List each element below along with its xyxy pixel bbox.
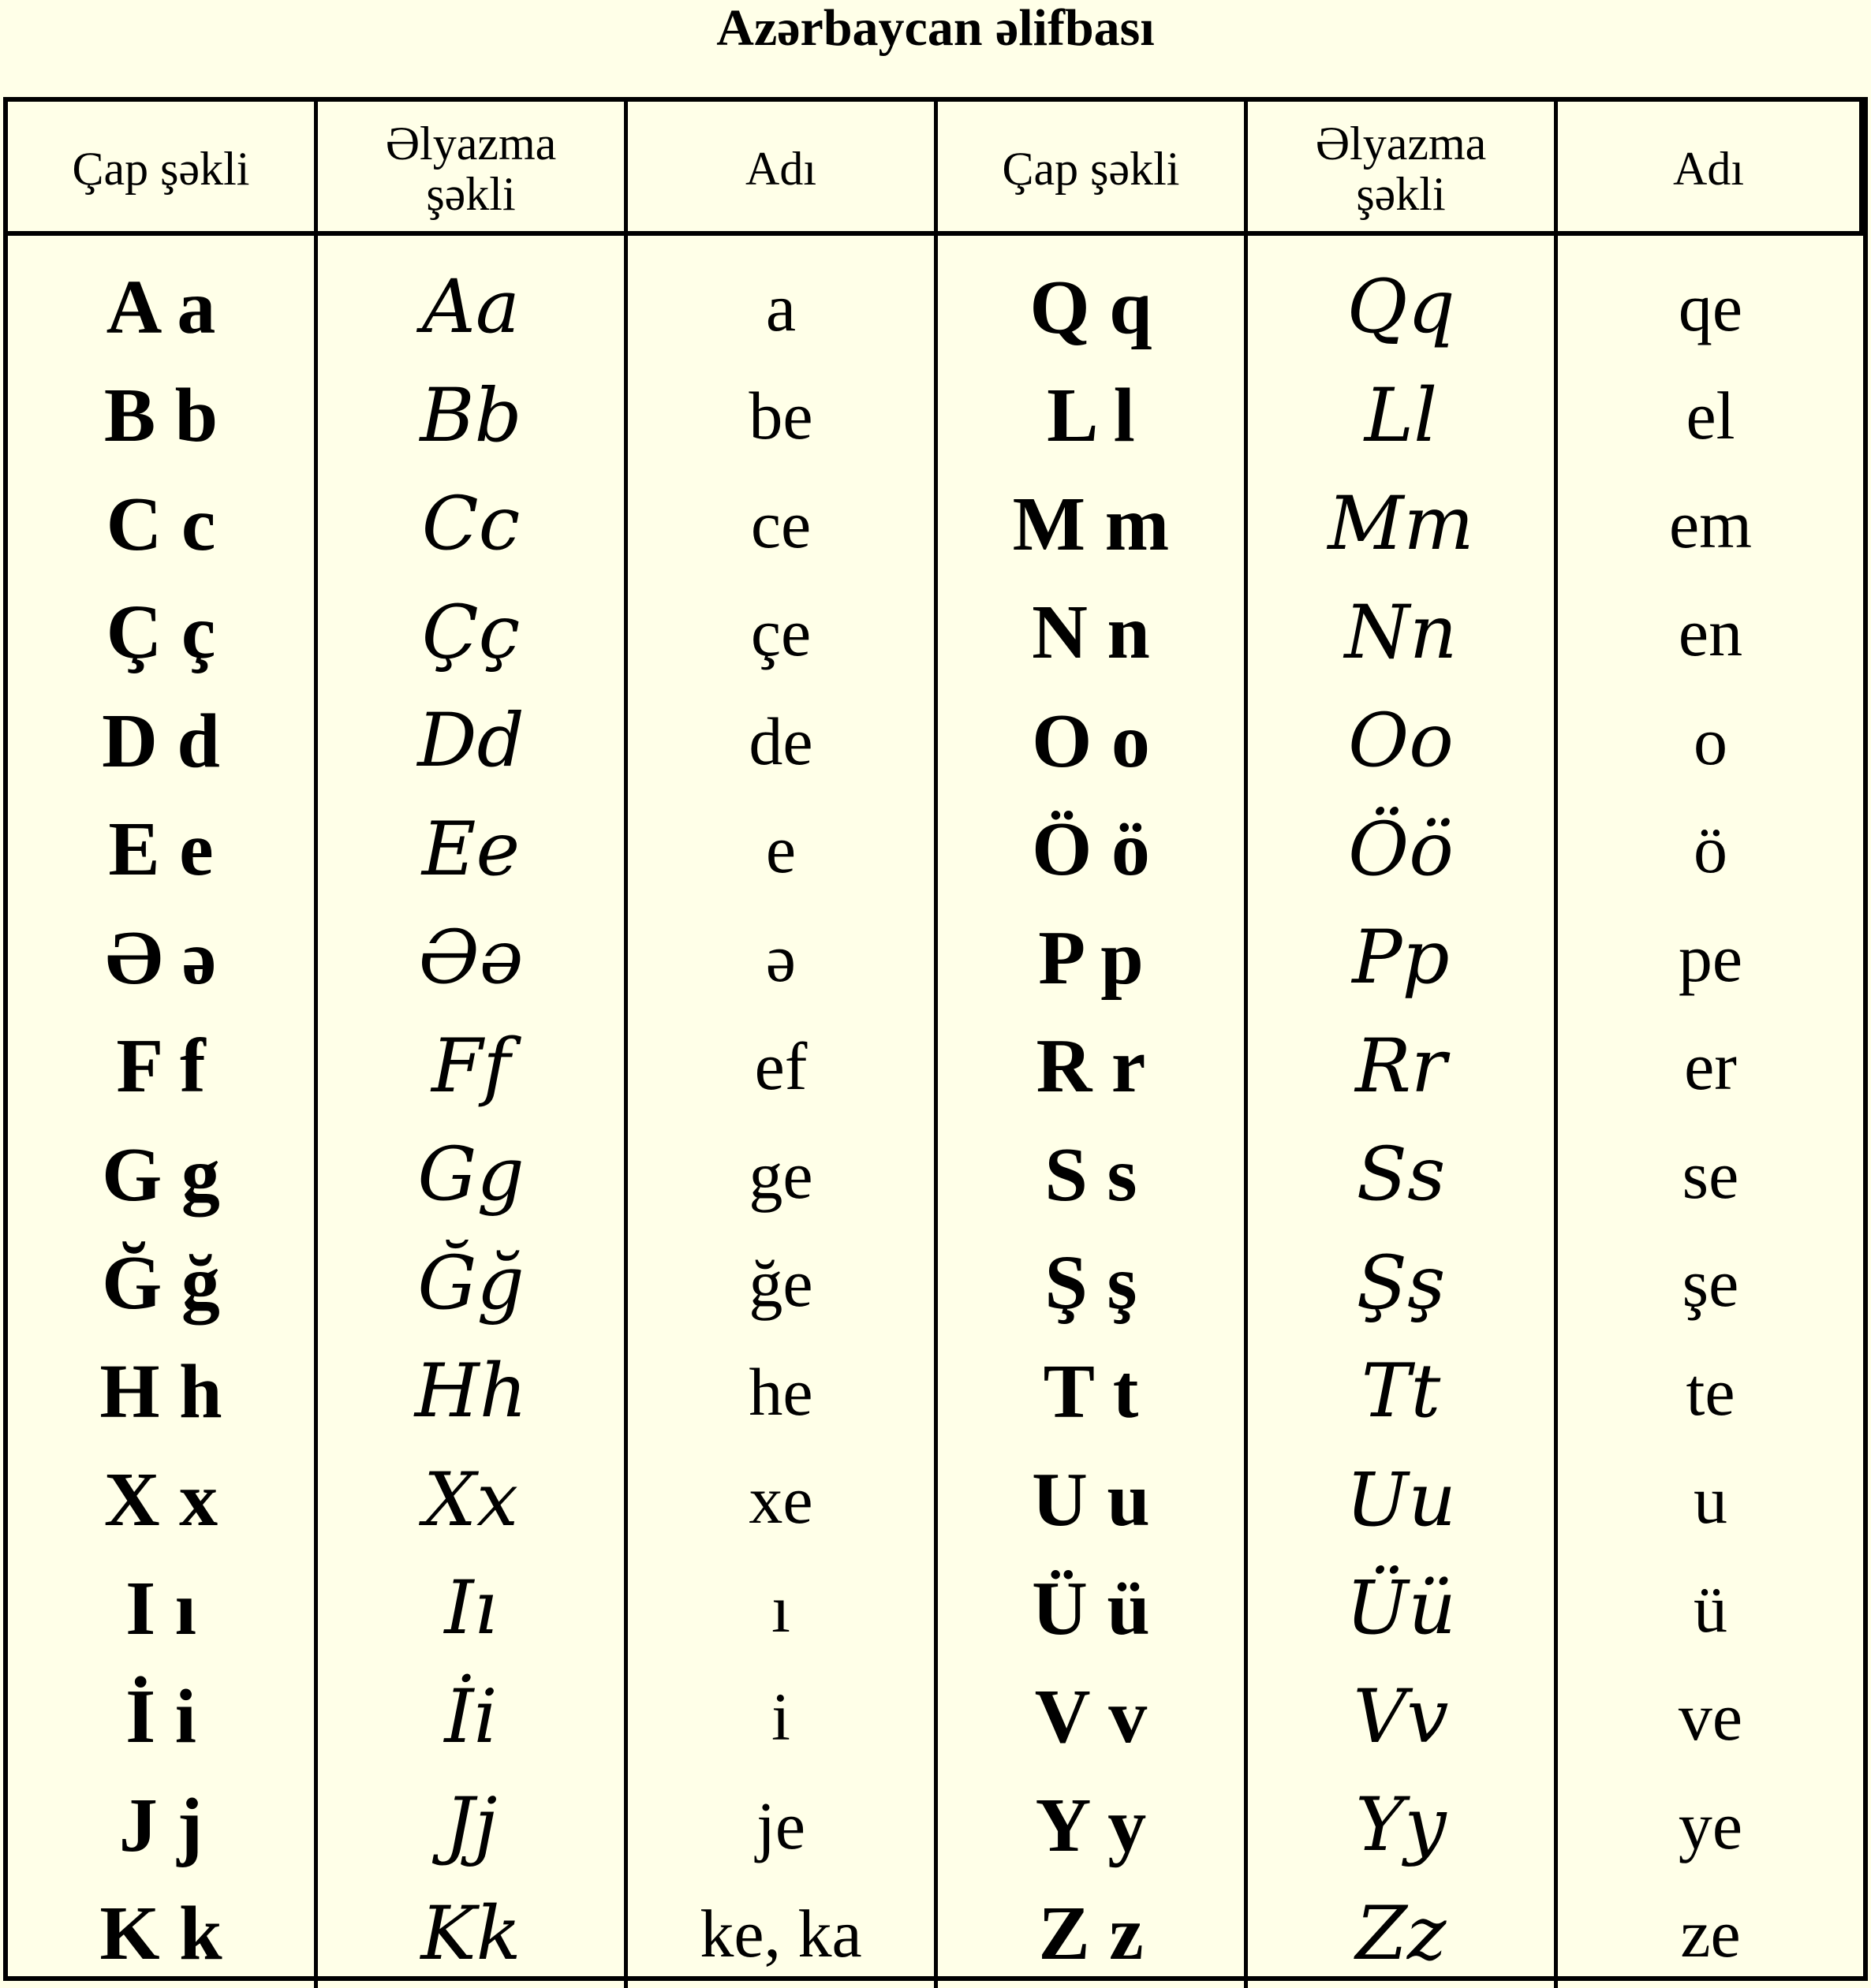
letter-name-cell: ge [628,1121,934,1229]
letter-name-cell: ı [628,1554,934,1663]
letter-name-cell: em [1558,470,1863,579]
letter-print-cell: L l [938,362,1244,471]
column-left-handwritten [318,236,628,1988]
header-hand-right [1248,102,1558,236]
letter-print-cell: G g [8,1121,314,1229]
letter-hand-cell: Xx [318,1446,624,1555]
letter-print-cell: H h [8,1337,314,1446]
letter-hand-cell: Aa [318,253,624,362]
letter-print-cell: X x [8,1446,314,1555]
header-hand-left-line1: Əlyazma [386,118,557,169]
letter-hand-cell: Ee [318,796,624,904]
header-name-right [1558,102,1863,236]
letter-hand-cell: Tt [1248,1337,1554,1446]
letter-name-cell: je [628,1771,934,1880]
letter-print-cell: N n [938,579,1244,688]
letter-hand-cell: Dd [318,687,624,796]
letter-print-cell: Ç ç [8,579,314,688]
letter-hand-cell: Şş [1248,1229,1554,1338]
column-right-handwritten [1248,236,1558,1988]
letter-print-cell: V v [938,1663,1244,1772]
letter-print-cell: Ə ə [8,904,314,1013]
letter-hand-cell: Ğğ [318,1229,624,1338]
column-left-name [628,236,938,1988]
letter-print-cell: A a [8,253,314,362]
letter-hand-cell: Ll [1248,362,1554,471]
letter-hand-cell: Öö [1248,796,1554,904]
letter-hand-cell: Qq [1248,253,1554,362]
letter-hand-cell: Pp [1248,904,1554,1013]
letter-print-cell: Ş ş [938,1229,1244,1338]
letter-name-cell: çe [628,579,934,688]
header-print-right-label: Çap şəkli [1003,144,1180,194]
letter-hand-cell: Rr [1248,1013,1554,1121]
letter-hand-cell: Cc [318,470,624,579]
letter-print-cell: E e [8,796,314,904]
header-hand-left-line2: şəkli [386,169,557,219]
letter-hand-cell: Hh [318,1337,624,1446]
letter-hand-cell: Kk [318,1880,624,1988]
letter-print-cell: İ i [8,1663,314,1772]
letter-print-cell: B b [8,362,314,471]
header-name-right-label: Adı [1673,144,1744,194]
column-right-print [938,236,1248,1988]
letter-hand-cell: Oo [1248,687,1554,796]
letter-print-cell: Ö ö [938,796,1244,904]
letter-name-cell: en [1558,579,1863,688]
header-hand-left [318,102,628,236]
letter-hand-cell: Gg [318,1121,624,1229]
letter-name-cell: ə [628,904,934,1013]
letter-hand-cell: Ss [1248,1121,1554,1229]
letter-name-cell: el [1558,362,1863,471]
header-print-right [938,102,1248,236]
letter-name-cell: ü [1558,1554,1863,1663]
letter-name-cell: xe [628,1446,934,1555]
letter-hand-cell: İi [318,1663,624,1772]
letter-print-cell: C c [8,470,314,579]
letter-name-cell: qe [1558,253,1863,362]
letter-hand-cell: Mm [1248,470,1554,579]
letter-hand-cell: Üü [1248,1554,1554,1663]
letter-hand-cell: Nn [1248,579,1554,688]
letter-name-cell: ö [1558,796,1863,904]
letter-name-cell: u [1558,1446,1863,1555]
letter-print-cell: I ı [8,1554,314,1663]
letter-name-cell: e [628,796,934,904]
letter-name-cell: o [1558,687,1863,796]
letter-name-cell: se [1558,1121,1863,1229]
header-hand-right-line1: Əlyazma [1316,118,1487,169]
letter-name-cell: ze [1558,1880,1863,1988]
letter-name-cell: ke, ka [628,1880,934,1988]
letter-name-cell: pe [1558,904,1863,1013]
letter-name-cell: er [1558,1013,1863,1121]
letter-name-cell: ce [628,470,934,579]
letter-hand-cell: Iı [318,1554,624,1663]
letter-name-cell: ef [628,1013,934,1121]
letter-print-cell: T t [938,1337,1244,1446]
letter-name-cell: he [628,1337,934,1446]
header-name-left-label: Adı [745,144,816,194]
letter-print-cell: Q q [938,253,1244,362]
letter-print-cell: M m [938,470,1244,579]
letter-name-cell: i [628,1663,934,1772]
letter-print-cell: F f [8,1013,314,1121]
letter-hand-cell: Çç [318,579,624,688]
header-print-left [8,102,318,236]
letter-name-cell: de [628,687,934,796]
letter-print-cell: U u [938,1446,1244,1555]
letter-hand-cell: Vv [1248,1663,1554,1772]
header-print-left-label: Çap şəkli [73,144,250,194]
letter-print-cell: R r [938,1013,1244,1121]
letter-hand-cell: Ff [318,1013,624,1121]
letter-name-cell: te [1558,1337,1863,1446]
letter-print-cell: S s [938,1121,1244,1229]
letter-print-cell: Z z [938,1880,1244,1988]
letter-name-cell: a [628,253,934,362]
letter-print-cell: Ğ ğ [8,1229,314,1338]
letter-hand-cell: Jj [318,1771,624,1880]
page-title: Azərbaycan əlifbası [0,0,1871,87]
letter-hand-cell: Zz [1248,1880,1554,1988]
column-left-print [8,236,318,1988]
letter-print-cell: Y y [938,1771,1244,1880]
letter-print-cell: Ü ü [938,1554,1244,1663]
letter-name-cell: ğe [628,1229,934,1338]
header-hand-right-line2: şəkli [1316,169,1487,219]
letter-print-cell: O o [938,687,1244,796]
letter-hand-cell: Uu [1248,1446,1554,1555]
letter-hand-cell: Bb [318,362,624,471]
letter-name-cell: şe [1558,1229,1863,1338]
letter-print-cell: D d [8,687,314,796]
letter-print-cell: J j [8,1771,314,1880]
alphabet-table [3,97,1868,1981]
letter-print-cell: P p [938,904,1244,1013]
letter-name-cell: ve [1558,1663,1863,1772]
letter-hand-cell: Yy [1248,1771,1554,1880]
letter-name-cell: be [628,362,934,471]
column-right-name [1558,236,1863,1988]
header-name-left [628,102,938,236]
letter-print-cell: K k [8,1880,314,1988]
letter-name-cell: ye [1558,1771,1863,1880]
letter-hand-cell: Əə [318,904,624,1013]
